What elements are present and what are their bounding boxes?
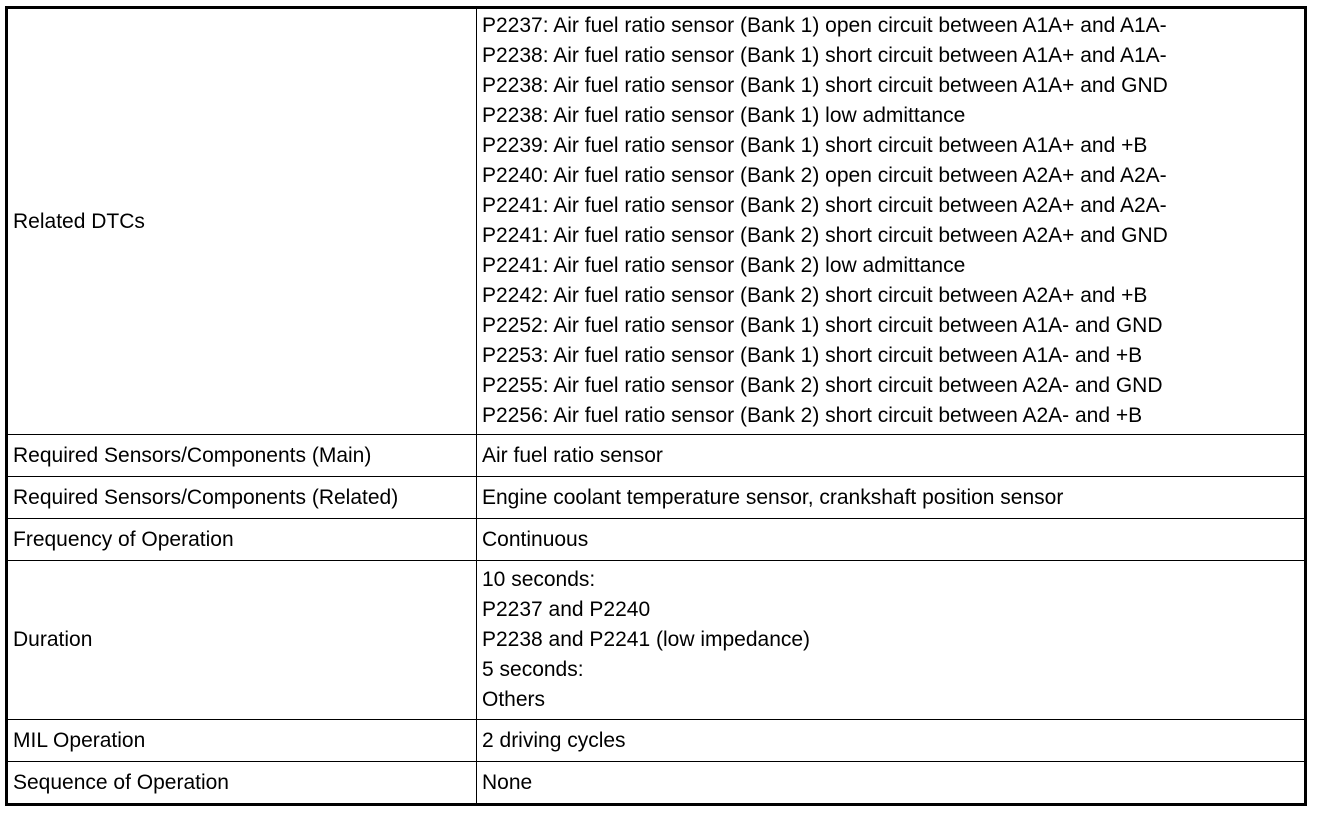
table-row-mil-operation [7,720,1306,762]
row-value: None [477,762,1306,805]
row-label: Required Sensors/Components (Main) [7,435,477,477]
dtc-line: P2241: Air fuel ratio sensor (Bank 2) short circuit between A2A+ and A2A- [482,194,1167,217]
row-label: MIL Operation [7,720,477,762]
dtc-line: P2240: Air fuel ratio sensor (Bank 2) open circuit between A2A+ and A2A- [482,164,1167,187]
table-row-sequence [7,762,1306,805]
row-label: Related DTCs [7,8,477,435]
row-value: 2 driving cycles [477,720,1306,762]
dtc-line: P2256: Air fuel ratio sensor (Bank 2) short circuit between A2A- and +B [482,404,1143,427]
row-label: Required Sensors/Components (Related) [7,477,477,519]
dtc-line: P2241: Air fuel ratio sensor (Bank 2) low admittance [482,254,966,277]
row-label: Sequence of Operation [7,762,477,805]
monitor-spec-table [5,6,1307,806]
dtc-line: P2238: Air fuel ratio sensor (Bank 1) short circuit between A1A+ and GND [482,74,1168,97]
dtc-line: P2237: Air fuel ratio sensor (Bank 1) open circuit between A1A+ and A1A- [482,14,1167,37]
duration-line: Others [482,688,546,711]
duration-line: 10 seconds: [482,568,596,591]
table-row-frequency [7,519,1306,561]
dtc-line: P2253: Air fuel ratio sensor (Bank 1) short circuit between A1A- and +B [482,344,1143,367]
table-row-required-related [7,477,1306,519]
row-value: Continuous [477,519,1306,561]
dtc-line: P2255: Air fuel ratio sensor (Bank 2) short circuit between A2A- and GND [482,374,1163,397]
dtc-line: P2238: Air fuel ratio sensor (Bank 1) short circuit between A1A+ and A1A- [482,44,1167,67]
row-value [477,8,1306,435]
row-value: Engine coolant temperature sensor, crankshaft position sensor [477,477,1306,519]
row-value [477,561,1306,720]
table-row-duration [7,561,1306,720]
table-row-related-dtcs [7,8,1306,435]
dtc-line: P2242: Air fuel ratio sensor (Bank 2) short circuit between A2A+ and +B [482,284,1148,307]
duration-line: P2238 and P2241 (low impedance) [482,628,811,651]
dtc-line: P2239: Air fuel ratio sensor (Bank 1) short circuit between A1A+ and +B [482,134,1148,157]
duration-line: P2237 and P2240 [482,598,651,621]
row-value: Air fuel ratio sensor [477,435,1306,477]
duration-line: 5 seconds: [482,658,584,681]
row-label: Duration [7,561,477,720]
dtc-line: P2238: Air fuel ratio sensor (Bank 1) low admittance [482,104,966,127]
dtc-line: P2241: Air fuel ratio sensor (Bank 2) short circuit between A2A+ and GND [482,224,1168,247]
table-row-required-main [7,435,1306,477]
row-label: Frequency of Operation [7,519,477,561]
dtc-line: P2252: Air fuel ratio sensor (Bank 1) short circuit between A1A- and GND [482,314,1163,337]
monitor-spec-sheet [5,6,1307,806]
